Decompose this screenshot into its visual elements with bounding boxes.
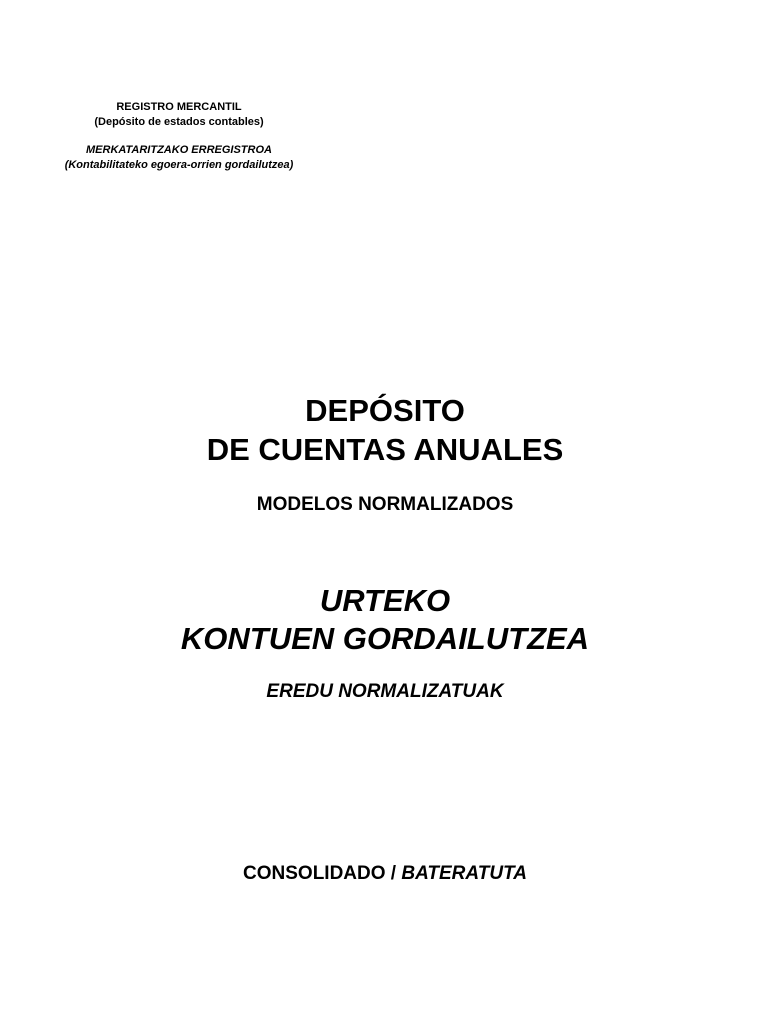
subtitle-es: MODELOS NORMALIZADOS	[256, 494, 514, 515]
main-title-eu-line1: URTEKO	[319, 583, 451, 618]
registry-name-eu: MERKATARITZAKO ERREGISTROA	[86, 144, 272, 156]
consolidated-label-es: CONSOLIDADO	[243, 863, 386, 884]
consolidated-label	[0, 862, 770, 886]
consolidated-label-eu: BATERATUTA	[401, 863, 527, 884]
consolidated-separator: /	[385, 863, 402, 884]
main-title-es-line2: DE CUENTAS ANUALES	[206, 432, 564, 467]
registry-subtitle-es: (Depósito de estados contables)	[94, 116, 264, 128]
main-title-es-line1: DEPÓSITO	[305, 393, 465, 428]
registry-header-spanish	[0, 100, 358, 130]
registry-subtitle-eu: (Kontabilitateko egoera-orrien gordailutzea)	[64, 159, 294, 171]
registry-header-basque	[0, 143, 358, 173]
subtitle-eu: EREDU NORMALIZATUAK	[266, 681, 504, 702]
registry-name-es: REGISTRO MERCANTIL	[116, 101, 242, 113]
main-title-eu-line2: KONTUEN GORDAILUTZEA	[180, 621, 590, 656]
